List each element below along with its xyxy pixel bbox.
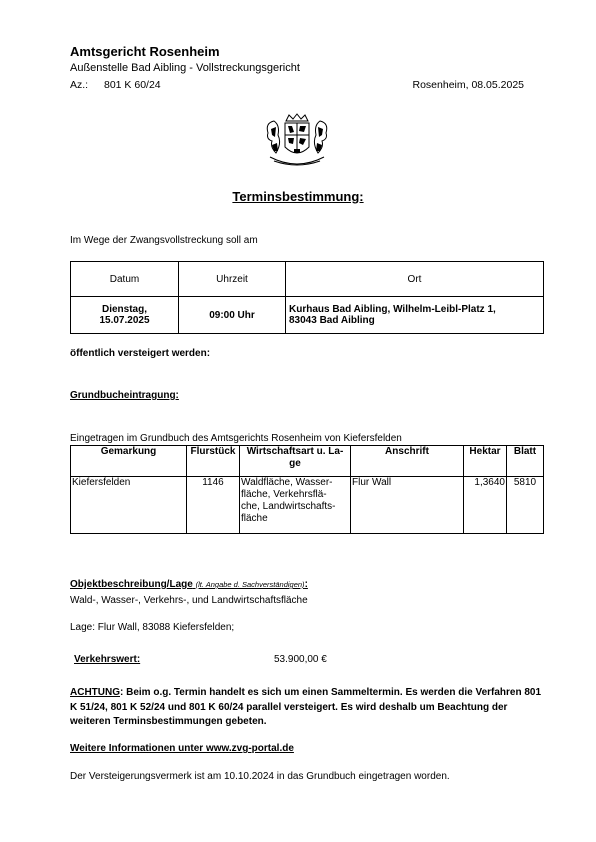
header-hektar: Hektar [464,446,507,477]
object-type: Wald-, Wasser-, Verkehrs-, und Landwirtschaftsfläche [70,595,308,606]
header-gemarkung: Gemarkung [71,446,187,477]
intro-text: Im Wege der Zwangsvollstreckung soll am [70,235,258,246]
appointment-place-line2: 83043 Bad Aibling [289,315,375,326]
cell-wirtschaftsart [240,477,351,534]
cell-gemarkung: Kiefersfelden [71,477,187,534]
object-heading-colon: : [304,579,308,590]
grundbuch-intro: Eingetragen im Grundbuch des Amtsgerichts Rosenheim von Kiefersfelden [70,433,402,444]
wirtschaftsart-line: fläche [241,513,268,524]
object-heading [70,579,308,590]
cell-flurstueck: 1146 [187,477,240,534]
court-name: Amtsgericht Rosenheim [70,44,220,59]
header-flurstueck: Flurstück [187,446,240,477]
appointment-place-line1: Kurhaus Bad Aibling, Wilhelm-Leibl-Platz 1, [289,304,496,315]
document-title: Terminsbestimmung: [232,189,364,204]
header-blatt: Blatt [507,446,544,477]
grundbuch-heading: Grundbucheintragung: [70,390,179,401]
appointment-table [70,261,544,334]
header-wirtschaftsart-line2: ge [289,458,301,469]
case-number-label: Az.: [70,79,89,91]
more-info-link[interactable]: Weitere Informationen unter www.zvg-portal.de [70,743,294,754]
auction-note: öffentlich versteigert werden: [70,348,211,359]
warning-text: : Beim o.g. Termin handelt es sich um einen Sammeltermin. Es werden die Verfahren 801 K 51/24, 801 K 52/24 und 801 K 60/24 parallel versteigert. Es wird deshalb um Beachtung der weiteren Terminsbestimmungen gebeten. [70,687,542,727]
object-location: Lage: Flur Wall, 83088 Kiefersfelden; [70,622,235,633]
court-subtitle: Außenstelle Bad Aibling - Vollstreckungsgericht [70,62,300,74]
table-header-row [71,262,544,297]
appointment-date-value: 15.07.2025 [99,315,150,326]
object-heading-label: Objektbeschreibung/Lage [70,579,193,590]
appointment-date [71,297,179,334]
cell-hektar: 1,3640 [464,477,507,534]
warning-notice [70,686,544,730]
header-wirtschaftsart [240,446,351,477]
verkehrswert-label: Verkehrswert: [74,654,141,665]
wirtschaftsart-line: che, Landwirtschafts- [241,501,336,512]
warning-label: ACHTUNG [70,687,120,698]
appointment-weekday: Dienstag, [101,304,147,315]
header-anschrift: Anschrift [351,446,464,477]
table-row [71,297,544,334]
case-number: 801 K 60/24 [104,79,161,91]
place-date: Rosenheim, 08.05.2025 [412,79,524,91]
cell-anschrift: Flur Wall [351,477,464,534]
header-place: Ort [286,262,544,297]
header-wirtschaftsart-line1: Wirtschaftsart u. La- [246,446,344,457]
appointment-time: 09:00 Uhr [179,297,286,334]
verkehrswert-value: 53.900,00 € [274,654,327,665]
header-date: Datum [71,262,179,297]
header-time: Uhrzeit [179,262,286,297]
object-heading-hint: (lt. Angabe d. Sachverständigen) [195,580,305,589]
wirtschaftsart-line: Waldfläche, Wasser- [241,477,333,488]
wirtschaftsart-line: fläche, Verkehrsflä- [241,489,327,500]
table-row [71,477,544,534]
grundbuch-table [70,445,544,534]
entry-note: Der Versteigerungsvermerk ist am 10.10.2024 in das Grundbuch eingetragen worden. [70,771,450,782]
appointment-place [286,297,544,334]
coat-of-arms-icon [262,113,332,171]
table-header-row [71,446,544,477]
cell-blatt: 5810 [507,477,544,534]
